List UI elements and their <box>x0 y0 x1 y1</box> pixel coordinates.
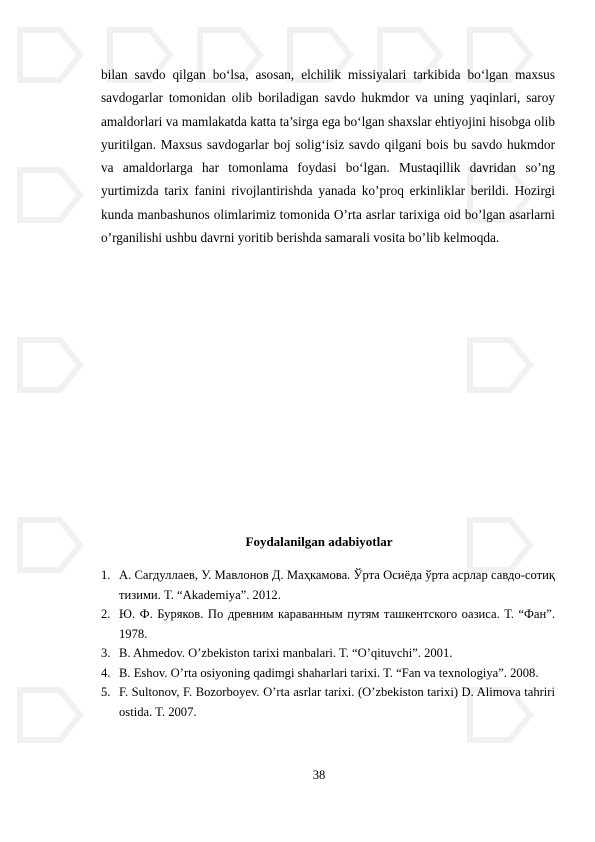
page-number: 38 <box>312 768 326 782</box>
reference-text: Ю. Ф. Буряков. По древним караванным путям ташкентского оазиса. Т. “Фан”. 1978. <box>119 607 555 641</box>
reference-number: 2. <box>101 607 111 621</box>
reference-number: 3. <box>101 646 111 660</box>
reference-number: 5. <box>101 685 111 699</box>
reference-item <box>101 683 555 722</box>
references-title: Foydalanilgan adabiyotlar <box>245 534 393 549</box>
reference-text: А. Сагдуллаев, У. Мавлонов Д. Маҳкамова. Ўрта Осиёда ўрта асрлар савдо-сотиқ тизими. T. “Akademiya”. 2012. <box>119 568 555 602</box>
reference-text: B. Ahmedov. O’zbekiston tarixi manbalari. T. “O’qituvchi”. 2001. <box>119 646 453 660</box>
reference-text: B. Eshov. O’rta osiyoning qadimgi shaharlari tarixi. T. “Fan va texnologiya”. 2008. <box>119 665 539 680</box>
reference-item <box>101 566 555 605</box>
reference-number: 1. <box>101 568 111 582</box>
reference-item <box>101 605 555 644</box>
references-list <box>101 566 555 722</box>
reference-text: F. Sultonov, F. Bozorboyev. O’rta asrlar tarixi. (O’zbekiston tarixi) D. Alimova tahriri ostida. T. 2007. <box>119 685 555 719</box>
reference-number: 4. <box>101 665 111 680</box>
reference-item <box>101 664 555 684</box>
reference-item <box>101 644 555 664</box>
body-paragraph: bilan savdo qilgan bo‘lsa, asosan, elchilik missiyalari tarkibida bo‘lgan maxsus savdogarlar tomonidan olib boriladigan savdo hukmdor va uning yaqinlari, saroy amaldorlari va mamlakatda katta ta’sirga ega bo‘lgan shaxslar ehtiyojini hisobga olib yuritilgan. Maxsus savdogarlar boj solig‘isiz savdo qilgani bois bu savdo hukmdor va amaldorlarga har tomonlama foydasi bo‘lgan. Mustaqillik davridan so’ng yurtimizda tarix fanini rivojlantirishda yanada ko’proq erkinliklar berildi. Hozirgi kunda manbashunos olimlarimiz tomonida O’rta asrlar tarixiga oid bo’lgan asarlarni o’rganilishi ushbu davrni yoritib berishda samarali vosita bo’lib kelmoqda. <box>101 67 555 246</box>
